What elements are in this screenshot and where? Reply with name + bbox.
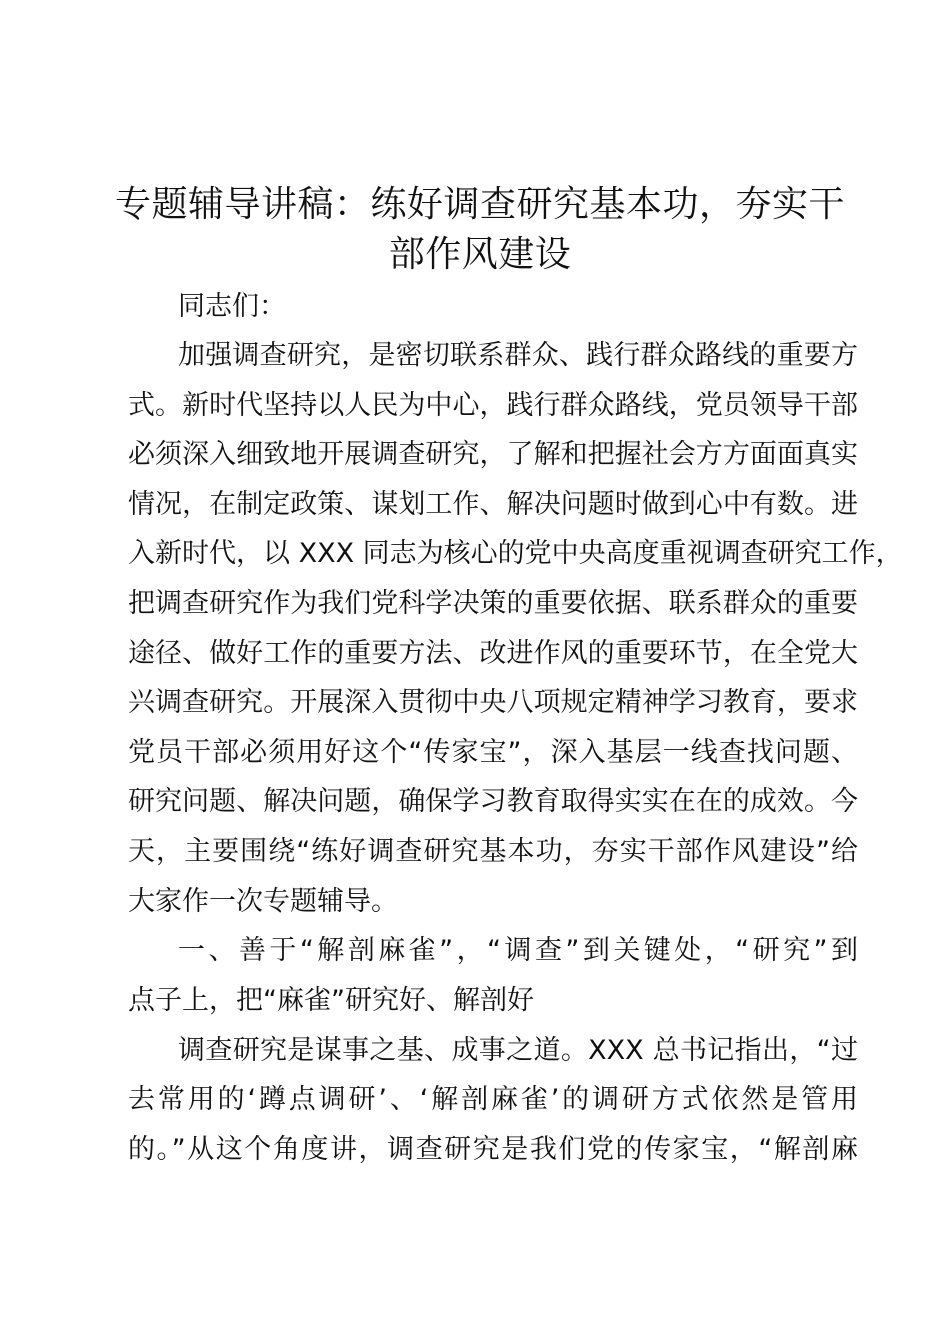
salutation: 同志们： xyxy=(178,291,286,322)
body-text-line: 调查研究是谋事之基、成事之道。XXX 总书记指出，“过 xyxy=(178,1035,858,1066)
body-text-line: 必须深入细致地开展调查研究，了解和把握社会方方面面真实 xyxy=(128,439,858,470)
body-text-line: 天，主要围绕“练好调查研究基本功，夯实干部作风建设”给 xyxy=(128,836,858,867)
body-text-line: 式。新时代坚持以人民为中心，践行群众路线，党员领导干部 xyxy=(128,390,858,421)
body-text-line: 党员干部必须用好这个“传家宝”，深入基层一线查找问题、 xyxy=(128,737,858,768)
body-text-line: 大家作一次专题辅导。 xyxy=(128,886,398,917)
body-text-line: 的。”从这个角度讲，调查研究是我们党的传家宝，“解剖麻 xyxy=(128,1134,858,1165)
body-text-line: 情况，在制定政策、谋划工作、解决问题时做到心中有数。进 xyxy=(128,489,858,520)
body-text-line: 去常用的‘蹲点调研’、‘解剖麻雀’的调研方式依然是管用 xyxy=(128,1084,858,1115)
section-heading-line: 一、善于“解剖麻雀”，“调查”到关键处，“研究”到 xyxy=(178,935,858,966)
body-text-line: 把调查研究作为我们党科学决策的重要依据、联系群众的重要 xyxy=(128,588,858,619)
body-text-line: 加强调查研究，是密切联系群众、践行群众路线的重要方 xyxy=(178,340,858,371)
document-title-line-2: 部作风建设 xyxy=(388,234,572,275)
section-heading-line: 点子上，把“麻雀”研究好、解剖好 xyxy=(128,985,534,1016)
body-text-line: 研究问题、解决问题，确保学习教育取得实实在在的成效。今 xyxy=(128,786,858,817)
document-title-line-1: 专题辅导讲稿：练好调查研究基本功，夯实干 xyxy=(114,184,845,225)
body-text-line: 兴调查研究。开展深入贯彻中央八项规定精神学习教育，要求 xyxy=(128,687,858,718)
body-text-line: 途径、做好工作的重要方法、改进作风的重要环节，在全党大 xyxy=(128,638,858,669)
body-text-line: 入新时代，以 XXX 同志为核心的党中央高度重视调查研究工作， xyxy=(128,538,903,569)
